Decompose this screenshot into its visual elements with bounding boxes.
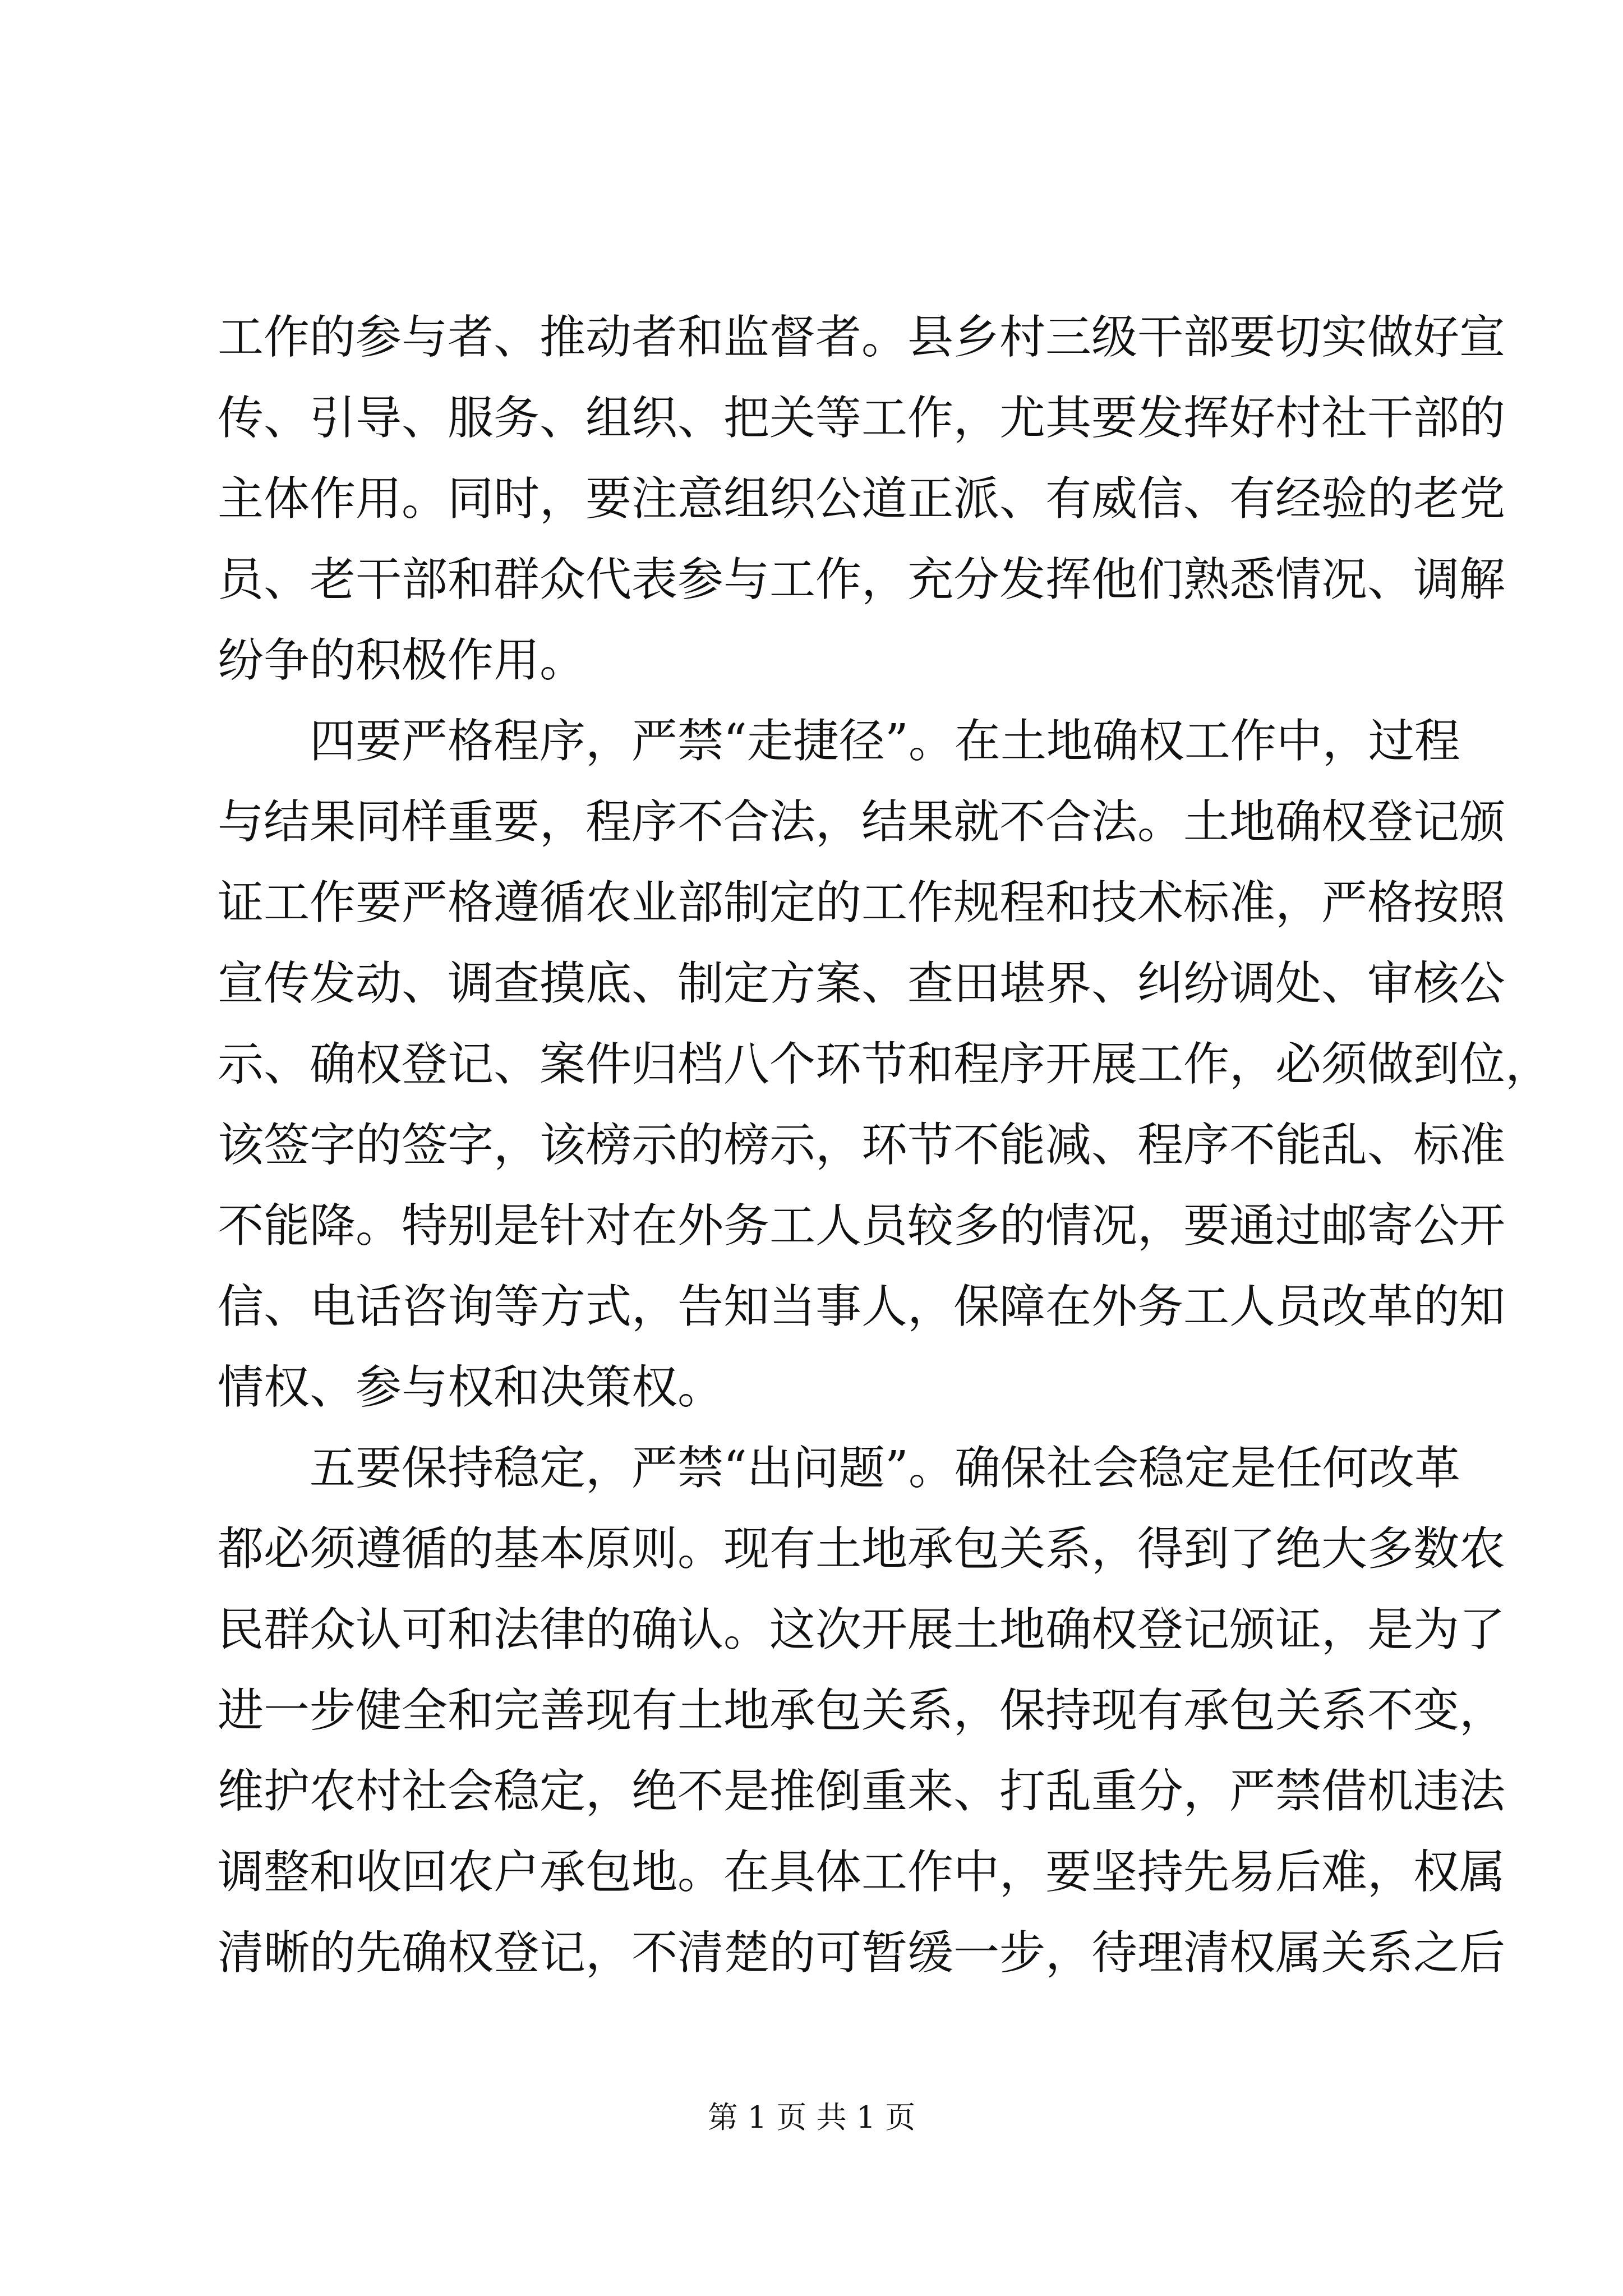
text-line: 情权、参与权和决策权。 (218, 1361, 724, 1414)
text-line: 宣传发动、调查摸底、制定方案、查田堪界、纠纷调处、审核公 (218, 957, 1506, 1010)
text-line: 员、老干部和群众代表参与工作，充分发挥他们熟悉情况、调解 (218, 553, 1506, 606)
document-body (218, 297, 1552, 1994)
text-line: 维护农村社会稳定，绝不是推倒重来、打乱重分，严禁借机违法 (218, 1765, 1506, 1818)
text-line: 民群众认可和法律的确认。这次开展土地确权登记颁证，是为了 (218, 1603, 1506, 1657)
text-line: 纷争的积极作用。 (218, 634, 586, 687)
text-line: 主体作用。同时，要注意组织公道正派、有威信、有经验的老党 (218, 472, 1506, 526)
text-line: 都必须遵循的基本原则。现有土地承包关系，得到了绝大多数农 (218, 1522, 1506, 1576)
text-line: 清晰的先确权登记，不清楚的可暂缓一步，待理清权属关系之后 (218, 1926, 1506, 1980)
text-line: 传、引导、服务、组织、把关等工作，尤其要发挥好村社干部的 (218, 392, 1506, 445)
text-line: 调整和收回农户承包地。在具体工作中，要坚持先易后难，权属 (218, 1846, 1506, 1899)
text-line: 示、确权登记、案件归档八个环节和程序开展工作，必须做到位， (218, 1038, 1552, 1091)
text-line: 进一步健全和完善现有土地承包关系，保持现有承包关系不变， (218, 1684, 1506, 1737)
page-footer: 第 1 页 共 1 页 (707, 2100, 916, 2135)
text-line: 该签字的签字，该榜示的榜示，环节不能减、程序不能乱、标准 (218, 1119, 1506, 1172)
text-line: 证工作要严格遵循农业部制定的工作规程和技术标准，严格按照 (218, 876, 1506, 930)
paragraph-start-line: 五要保持稳定，严禁“出问题”。确保社会稳定是任何改革 (310, 1442, 1460, 1495)
text-line: 工作的参与者、推动者和监督者。县乡村三级干部要切实做好宣 (218, 311, 1506, 364)
text-line: 与结果同样重要，程序不合法，结果就不合法。土地确权登记颁 (218, 795, 1506, 849)
text-line: 信、电话咨询等方式，告知当事人，保障在外务工人员改革的知 (218, 1280, 1506, 1333)
text-line: 不能降。特别是针对在外务工人员较多的情况，要通过邮寄公开 (218, 1199, 1506, 1253)
paragraph-start-line: 四要严格程序，严禁“走捷径”。在土地确权工作中，过程 (310, 715, 1460, 768)
